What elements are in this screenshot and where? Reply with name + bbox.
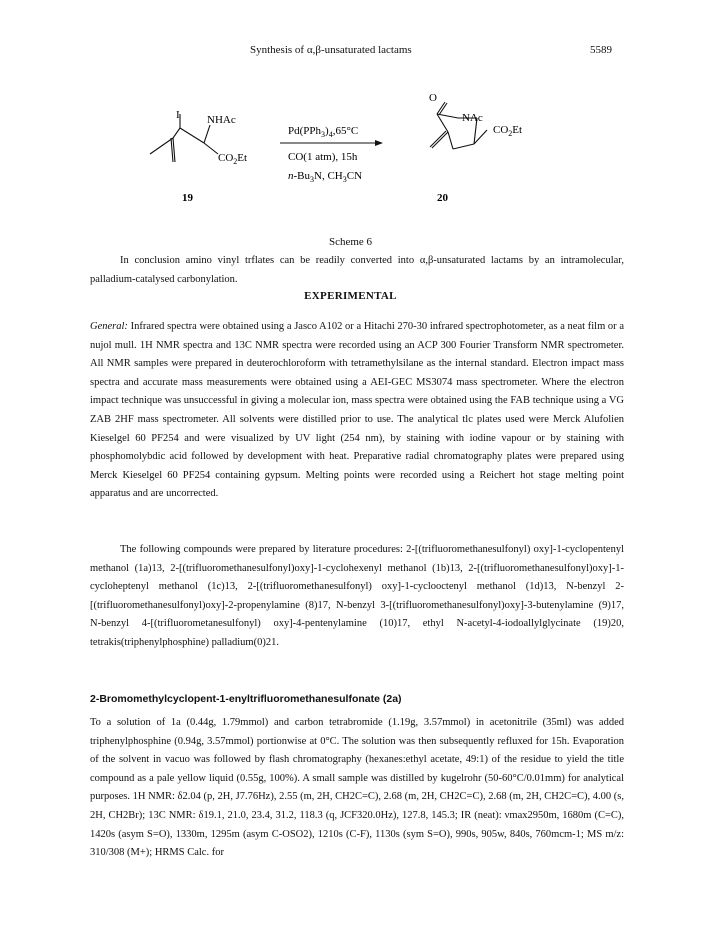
- nac-label: NAc: [462, 112, 483, 124]
- reaction-scheme: [0, 88, 701, 228]
- general-text: Infrared spectra were obtained using a Jasco A102 or a Hitachi 270-30 infrared spectrophotometer, as a neat film or a nujol mull. 1H NMR spectra and 13C NMR spectra were recorded using an ACP 300 Fourier Transform NMR spectrometer. All NMR samples were prepared in deuterochloroform with tetramethylsilane as the internal standard. Electron impact mass spectra and accurate mass measurements were obtained using a AEI-GEC MS3074 mass spectrometer. Where the electron impact technique was unsuccessful in giving a molecular ion, mass spectra were obtained using the FAB technique using a VG ZAB 2HF mass spectrometer. All solvents were distilled prior to use. The analytical tlc plates used were Merck Alufolien Kieselgel 60 PF254 and were visualized by UV light (254 nm), by staining with iodine vapour or by staining with phosphomolybdic acid followed by development with heat. Preparative radial chromatography plates were prepared using Merck Kieselgel 60 PF254 containing gypsum. Melting points were recorded using a Reichert hot stage melting point apparatus and are uncorrected.: [90, 321, 625, 500]
- carbonyl-o-label: O: [429, 92, 437, 104]
- literature-compounds-paragraph: The following compounds were prepared by literature procedures: 2-[(trifluoromethanesulfonyl) oxy]-1-cyclopentenyl methanol (1a)13, 2-[(trifluoromethanesulfonyl)oxy]-1-cyclohexenyl methanol (1b)13, 2-[(trifluoromethanesulfonyl)oxy]-1-cycloheptenyl methanol (1c)13, 2-[(trifluoromethanesulfonyl) oxy]-1-cyclooctenyl methanol (1d)13, N-benzyl 2-[(trifluoromethanesulfonyl)oxy]-2-propenylamine (8)17, N-benzyl 3-[(trifluoromethanesulfonyl)oxy]-3-butenylamine (9)17, N-benzyl 4-[(trifluorometanesulfonyl) oxy]-4-pentenylamine (10)17, ethyl N-acetyl-4-iodoallylglycinate (19)20, tetrakis(triphenylphosphine) palladium(0)21.: [90, 544, 624, 648]
- compound-19-label: 19: [182, 192, 193, 204]
- procedure-heading: 2-Bromomethylcyclopent-1-enyltrifluoromethanesulfonate (2a): [90, 693, 402, 705]
- arrow-condition-below-1: CO(1 atm), 15h: [288, 151, 358, 163]
- reaction-arrowhead: [375, 140, 383, 146]
- experimental-heading: EXPERIMENTAL: [304, 290, 397, 302]
- general-paragraph: [90, 318, 624, 504]
- iodo-label: I: [176, 109, 180, 121]
- arrow-condition-below-2: $n-Bu_3N$, $CH_3CN$: [288, 170, 363, 184]
- compound-20-structure: [430, 102, 487, 149]
- running-title: Synthesis of α,β-unsaturated lactams: [250, 44, 412, 56]
- compound-20-label: 20: [437, 192, 448, 204]
- nhac-label: NHAc: [207, 114, 236, 126]
- general-label: General:: [90, 321, 128, 332]
- right-ester-label: $CO_2Et$: [493, 124, 523, 138]
- scheme-drawing: [0, 88, 701, 228]
- procedure-paragraph: To a solution of 1a (0.44g, 1.79mmol) and carbon tetrabromide (1.19g, 3.57mmol) in acetonitrile (35ml) was added triphenylphosphine (0.94g, 3.57mmol) portionwise at 0°C. The solution was then subsequently refluxed for 15h. Evaporation of the solvent in vacuo was followed by flash chromatography (hexanes:ethyl acetate, 49:1) of the residue to yield the title compound as a pale yellow liquid (0.55g, 100%). A small sample was distilled by kugelrohr (50-60°C/0.01mm) for analytical purposes. 1H NMR: δ2.04 (p, 2H, J7.76Hz), 2.55 (m, 2H, CH2C=C), 2.68 (m, 2H, CH2C=C), 2.68 (m, 2H, CH2C=C), 4.00 (s, 2H, CH2Br); 13C NMR: δ19.1, 21.0, 23.4, 31.2, 118.3 (q, JCF320.0Hz), 127.8, 145.3; IR (neat): νmax2950m, 1680m (C=C), 1420s (asym S=O), 1330m, 1295m (asym C-OSO2), 1210s (C-F), 1130s (sym S=O), 990s, 905w, 840s, 760mcm-1; MS m/z: 310/308 (M+); HRMS Calc. for: [90, 717, 624, 859]
- conclusion-paragraph: In conclusion amino vinyl trflates can be readily converted into α,β-unsaturated lactams by an intramolecular, palladium-catalysed carbonylation.: [90, 255, 624, 285]
- page-number: 5589: [590, 44, 612, 56]
- scheme-caption: Scheme 6: [328, 236, 373, 248]
- arrow-condition-above: $Pd(PPh_3)_4,65^\circ C$: [288, 125, 359, 139]
- left-ester-label: $CO_2Et$: [218, 152, 248, 166]
